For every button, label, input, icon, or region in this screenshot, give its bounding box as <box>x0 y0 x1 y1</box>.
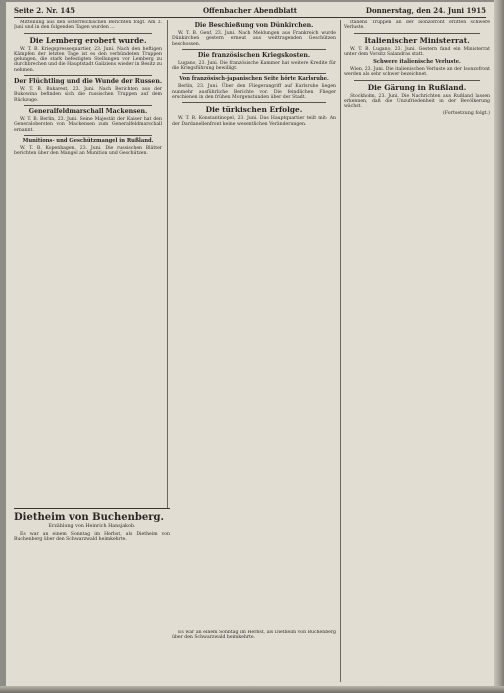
divider <box>24 75 152 76</box>
divider <box>24 33 152 34</box>
divider <box>182 73 326 74</box>
headline: Die türkischen Erfolge. <box>205 105 303 115</box>
story-continuation <box>172 630 336 680</box>
article-text: W. T. B. Kopenhagen, 23. Juni. Die russischen Blätter berichten über den Mangel an Munition und Geschützen. <box>14 145 162 157</box>
column-1 <box>14 20 162 510</box>
headline: Munitions- und Geschützmangel in Rußland. <box>22 137 154 144</box>
divider <box>182 102 326 103</box>
continuation-note: (Fortsetzung folgt.) <box>442 110 490 116</box>
article-text: Italiens Truppen an der Isonzofront erlitten schwere Verluste. <box>344 20 490 31</box>
headline: Italienischer Ministerrat. <box>364 35 470 45</box>
column-rule <box>167 20 168 508</box>
headline: Der Flüchtling und die Wunde der Russen. <box>14 78 162 86</box>
newspaper-title: Offenbacher Abendblatt <box>202 6 298 15</box>
issue-date: Donnerstag, den 24. Juni 1915 <box>365 6 486 15</box>
article-text: W. T. B. Bukarest, 23. Juni. Nach Berichten aus der Bukowina befinden sich die russischen Truppen auf dem Rückzuge. <box>14 87 162 103</box>
article-text: W. T. B. Kriegspressequartier, 23. Juni. Nach den heftigen Kämpfen der letzten Tage ist es den verbündeten Truppen gelungen, die stark befestigten Stellungen vor Lemberg zu durchbrechen und die Hauptstadt Galiziens wieder in Besitz zu nehmen. <box>14 46 162 73</box>
divider <box>354 33 480 34</box>
article-text: W. T. B. Berlin, 23. Juni. Seine Majestät der Kaiser hat den Generalobersten von Mackensen zum Generalfeldmarschall ernannt. <box>14 116 162 133</box>
article-text: W. T. B. Lugano, 23. Juni. Gestern fand ein Ministerrat unter dem Vorsitz Salandras statt. <box>344 46 490 57</box>
divider <box>24 135 152 136</box>
article-text: Wien, 23. Juni. Die italienischen Verluste an der Isonzofront werden als sehr schwer bezeichnet. <box>344 67 490 78</box>
headline: Die Gärung in Rußland. <box>367 82 467 92</box>
newspaper-page <box>6 2 494 686</box>
headline: Schwere italienische Verluste. <box>373 59 461 66</box>
divider <box>354 80 480 81</box>
story-text: Es war an einem Sonntag im Herbst, als Dietheim von Buchenberg über den Schwarzwald heimkehrte. <box>172 630 336 641</box>
serial-story <box>14 508 170 679</box>
article-text: Berlin, 23. Juni. Über den Fliegerangriff auf Karlsruhe liegen nunmehr ausführliche Berichte vor. Die feindlichen Flieger erschienen in den frühen Morgenstunden über der Stadt. <box>172 84 336 101</box>
story-text: Es war an einem Sonntag im Herbst, als Dietheim von Buchenberg über den Schwarzwald heimkehrte. <box>14 532 170 543</box>
article-text: W. T. B. Konstantinopel, 23. Juni. Das Hauptquartier teilt mit: An der Dardanellenfront keine wesentlichen Veränderungen. <box>172 116 336 127</box>
article-text: W. T. B. Genf, 23. Juni. Nach Meldungen aus Frankreich wurde Dünkirchen gestern erneut aus weittragenden Geschützen beschossen. <box>172 31 336 47</box>
headline: Die Beschießung von Dünkirchen. <box>194 22 314 29</box>
article-text: Stockholm, 23. Juni. Die Nachrichten aus Rußland lassen erkennen, daß die Unzufriedenheit in der Bevölkerung wächst. <box>344 93 490 110</box>
column-2 <box>172 20 336 638</box>
article-text: Lugano, 23. Juni. Die französische Kammer hat weitere Kredite für die Kriegsführung bewilligt. <box>172 60 336 72</box>
column-rule <box>340 20 341 682</box>
page-edge-right <box>494 0 504 693</box>
article-text: Mitteilung aus den österreichischen Berichten folgt. Am 3. Juni und in den folgenden Tagen wurden ... <box>14 20 162 31</box>
headline: Generalfeldmarschall Mackensen. <box>28 107 148 115</box>
headline: Von französisch-japanischen Seite hörte Karlsruhe. <box>179 76 329 83</box>
column-3 <box>344 20 490 682</box>
divider <box>182 49 326 50</box>
page-edge-bottom <box>0 686 504 693</box>
headline: Die Lemberg erobert wurde. <box>29 35 147 45</box>
headline: Die französischen Kriegskosten. <box>197 51 311 59</box>
page-header <box>14 5 486 18</box>
story-byline: Erzählung von Heinrich Hansjakob. <box>48 524 136 529</box>
divider <box>24 105 152 106</box>
story-title: Dietheim von Buchenberg. <box>14 512 164 523</box>
page-number: Seite 2. Nr. 145 <box>14 6 75 15</box>
